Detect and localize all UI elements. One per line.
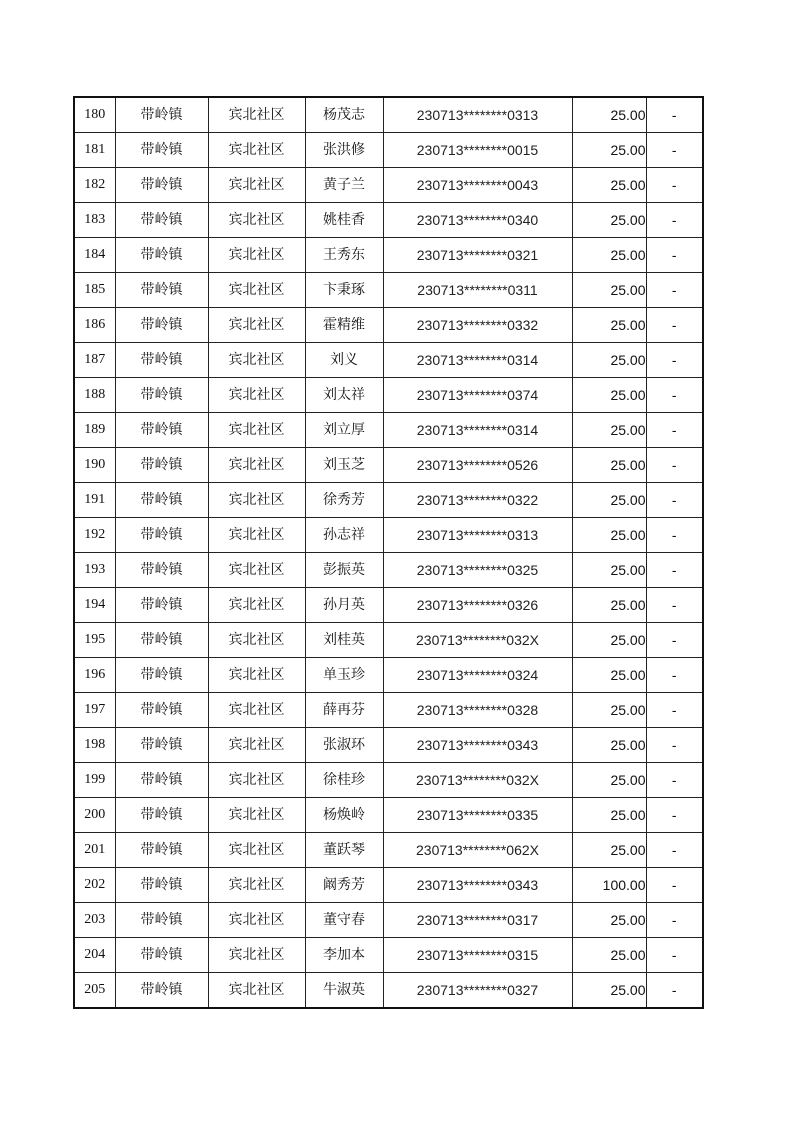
- town-cell: 带岭镇: [115, 903, 208, 938]
- table-row: [74, 518, 703, 553]
- town-cell: 带岭镇: [115, 833, 208, 868]
- amount-cell: 25.00: [572, 378, 646, 413]
- note-cell: -: [646, 588, 703, 623]
- row-number-cell: 185: [74, 273, 115, 308]
- row-number-cell: 195: [74, 623, 115, 658]
- town-cell: 带岭镇: [115, 133, 208, 168]
- id-number-cell: 230713********0325: [383, 553, 572, 588]
- community-cell: 宾北社区: [208, 938, 305, 973]
- community-cell: 宾北社区: [208, 763, 305, 798]
- amount-cell: 25.00: [572, 938, 646, 973]
- amount-cell: 25.00: [572, 693, 646, 728]
- community-cell: 宾北社区: [208, 553, 305, 588]
- name-cell: 卞秉琢: [305, 273, 383, 308]
- town-cell: 带岭镇: [115, 483, 208, 518]
- community-cell: 宾北社区: [208, 168, 305, 203]
- community-cell: 宾北社区: [208, 483, 305, 518]
- name-cell: 王秀东: [305, 238, 383, 273]
- community-cell: 宾北社区: [208, 448, 305, 483]
- community-cell: 宾北社区: [208, 728, 305, 763]
- row-number-cell: 183: [74, 203, 115, 238]
- town-cell: 带岭镇: [115, 168, 208, 203]
- amount-cell: 25.00: [572, 238, 646, 273]
- community-cell: 宾北社区: [208, 833, 305, 868]
- id-number-cell: 230713********0015: [383, 133, 572, 168]
- note-cell: -: [646, 308, 703, 343]
- town-cell: 带岭镇: [115, 378, 208, 413]
- amount-cell: 25.00: [572, 448, 646, 483]
- community-cell: 宾北社区: [208, 903, 305, 938]
- town-cell: 带岭镇: [115, 588, 208, 623]
- id-number-cell: 230713********0322: [383, 483, 572, 518]
- amount-cell: 25.00: [572, 308, 646, 343]
- town-cell: 带岭镇: [115, 343, 208, 378]
- town-cell: 带岭镇: [115, 623, 208, 658]
- id-number-cell: 230713********0317: [383, 903, 572, 938]
- row-number-cell: 202: [74, 868, 115, 903]
- name-cell: 张淑环: [305, 728, 383, 763]
- note-cell: -: [646, 203, 703, 238]
- name-cell: 杨焕岭: [305, 798, 383, 833]
- amount-cell: 25.00: [572, 168, 646, 203]
- id-number-cell: 230713********0343: [383, 728, 572, 763]
- table-row: [74, 308, 703, 343]
- row-number-cell: 193: [74, 553, 115, 588]
- note-cell: -: [646, 413, 703, 448]
- town-cell: 带岭镇: [115, 518, 208, 553]
- table-row: [74, 168, 703, 203]
- id-number-cell: 230713********0332: [383, 308, 572, 343]
- row-number-cell: 180: [74, 97, 115, 133]
- row-number-cell: 205: [74, 973, 115, 1009]
- table-row: [74, 413, 703, 448]
- amount-cell: 25.00: [572, 588, 646, 623]
- id-number-cell: 230713********0335: [383, 798, 572, 833]
- table-row: [74, 203, 703, 238]
- row-number-cell: 196: [74, 658, 115, 693]
- community-cell: 宾北社区: [208, 133, 305, 168]
- town-cell: 带岭镇: [115, 203, 208, 238]
- name-cell: 孙志祥: [305, 518, 383, 553]
- amount-cell: 25.00: [572, 623, 646, 658]
- table-row: [74, 798, 703, 833]
- community-cell: 宾北社区: [208, 588, 305, 623]
- note-cell: -: [646, 168, 703, 203]
- community-cell: 宾北社区: [208, 308, 305, 343]
- table-row: [74, 343, 703, 378]
- name-cell: 李加本: [305, 938, 383, 973]
- amount-cell: 25.00: [572, 97, 646, 133]
- id-number-cell: 230713********0315: [383, 938, 572, 973]
- table-row: [74, 973, 703, 1009]
- id-number-cell: 230713********062X: [383, 833, 572, 868]
- id-number-cell: 230713********0313: [383, 97, 572, 133]
- row-number-cell: 192: [74, 518, 115, 553]
- name-cell: 刘玉芝: [305, 448, 383, 483]
- amount-cell: 25.00: [572, 133, 646, 168]
- table-row: [74, 97, 703, 133]
- table-row: [74, 273, 703, 308]
- table-row: [74, 483, 703, 518]
- row-number-cell: 201: [74, 833, 115, 868]
- community-cell: 宾北社区: [208, 238, 305, 273]
- row-number-cell: 182: [74, 168, 115, 203]
- community-cell: 宾北社区: [208, 343, 305, 378]
- name-cell: 刘义: [305, 343, 383, 378]
- note-cell: -: [646, 623, 703, 658]
- town-cell: 带岭镇: [115, 238, 208, 273]
- town-cell: 带岭镇: [115, 868, 208, 903]
- amount-cell: 25.00: [572, 343, 646, 378]
- id-number-cell: 230713********032X: [383, 763, 572, 798]
- table-row: [74, 763, 703, 798]
- id-number-cell: 230713********032X: [383, 623, 572, 658]
- community-cell: 宾北社区: [208, 868, 305, 903]
- name-cell: 徐秀芳: [305, 483, 383, 518]
- note-cell: -: [646, 97, 703, 133]
- id-number-cell: 230713********0326: [383, 588, 572, 623]
- row-number-cell: 184: [74, 238, 115, 273]
- community-cell: 宾北社区: [208, 658, 305, 693]
- community-cell: 宾北社区: [208, 798, 305, 833]
- note-cell: -: [646, 448, 703, 483]
- town-cell: 带岭镇: [115, 693, 208, 728]
- town-cell: 带岭镇: [115, 658, 208, 693]
- table-row: [74, 378, 703, 413]
- row-number-cell: 189: [74, 413, 115, 448]
- note-cell: -: [646, 938, 703, 973]
- amount-cell: 25.00: [572, 203, 646, 238]
- row-number-cell: 198: [74, 728, 115, 763]
- table-row: [74, 693, 703, 728]
- note-cell: -: [646, 763, 703, 798]
- table-row: [74, 938, 703, 973]
- community-cell: 宾北社区: [208, 413, 305, 448]
- name-cell: 阚秀芳: [305, 868, 383, 903]
- name-cell: 刘桂英: [305, 623, 383, 658]
- town-cell: 带岭镇: [115, 973, 208, 1009]
- town-cell: 带岭镇: [115, 97, 208, 133]
- amount-cell: 25.00: [572, 763, 646, 798]
- note-cell: -: [646, 903, 703, 938]
- table-row: [74, 728, 703, 763]
- community-cell: 宾北社区: [208, 623, 305, 658]
- name-cell: 徐桂珍: [305, 763, 383, 798]
- row-number-cell: 197: [74, 693, 115, 728]
- id-number-cell: 230713********0343: [383, 868, 572, 903]
- community-cell: 宾北社区: [208, 973, 305, 1009]
- name-cell: 杨茂志: [305, 97, 383, 133]
- name-cell: 张洪修: [305, 133, 383, 168]
- town-cell: 带岭镇: [115, 938, 208, 973]
- id-number-cell: 230713********0327: [383, 973, 572, 1009]
- table-body: [74, 97, 703, 1008]
- row-number-cell: 199: [74, 763, 115, 798]
- amount-cell: 25.00: [572, 483, 646, 518]
- town-cell: 带岭镇: [115, 273, 208, 308]
- amount-cell: 25.00: [572, 973, 646, 1009]
- row-number-cell: 191: [74, 483, 115, 518]
- town-cell: 带岭镇: [115, 413, 208, 448]
- table-row: [74, 238, 703, 273]
- table-row: [74, 448, 703, 483]
- community-cell: 宾北社区: [208, 518, 305, 553]
- town-cell: 带岭镇: [115, 728, 208, 763]
- note-cell: -: [646, 378, 703, 413]
- id-number-cell: 230713********0340: [383, 203, 572, 238]
- note-cell: -: [646, 728, 703, 763]
- row-number-cell: 190: [74, 448, 115, 483]
- town-cell: 带岭镇: [115, 448, 208, 483]
- note-cell: -: [646, 273, 703, 308]
- table-row: [74, 833, 703, 868]
- row-number-cell: 200: [74, 798, 115, 833]
- name-cell: 单玉珍: [305, 658, 383, 693]
- row-number-cell: 181: [74, 133, 115, 168]
- id-number-cell: 230713********0311: [383, 273, 572, 308]
- amount-cell: 25.00: [572, 798, 646, 833]
- note-cell: -: [646, 518, 703, 553]
- town-cell: 带岭镇: [115, 553, 208, 588]
- note-cell: -: [646, 553, 703, 588]
- name-cell: 姚桂香: [305, 203, 383, 238]
- community-cell: 宾北社区: [208, 97, 305, 133]
- town-cell: 带岭镇: [115, 763, 208, 798]
- amount-cell: 100.00: [572, 868, 646, 903]
- row-number-cell: 194: [74, 588, 115, 623]
- row-number-cell: 186: [74, 308, 115, 343]
- note-cell: -: [646, 483, 703, 518]
- name-cell: 孙月英: [305, 588, 383, 623]
- community-cell: 宾北社区: [208, 378, 305, 413]
- note-cell: -: [646, 868, 703, 903]
- table-row: [74, 553, 703, 588]
- note-cell: -: [646, 973, 703, 1009]
- name-cell: 刘立厚: [305, 413, 383, 448]
- id-number-cell: 230713********0328: [383, 693, 572, 728]
- note-cell: -: [646, 238, 703, 273]
- subsidy-table: [73, 96, 704, 1009]
- note-cell: -: [646, 658, 703, 693]
- amount-cell: 25.00: [572, 553, 646, 588]
- id-number-cell: 230713********0313: [383, 518, 572, 553]
- row-number-cell: 203: [74, 903, 115, 938]
- amount-cell: 25.00: [572, 903, 646, 938]
- name-cell: 黄子兰: [305, 168, 383, 203]
- town-cell: 带岭镇: [115, 798, 208, 833]
- id-number-cell: 230713********0526: [383, 448, 572, 483]
- row-number-cell: 188: [74, 378, 115, 413]
- table-row: [74, 588, 703, 623]
- town-cell: 带岭镇: [115, 308, 208, 343]
- id-number-cell: 230713********0314: [383, 413, 572, 448]
- amount-cell: 25.00: [572, 518, 646, 553]
- community-cell: 宾北社区: [208, 693, 305, 728]
- row-number-cell: 187: [74, 343, 115, 378]
- table-row: [74, 868, 703, 903]
- community-cell: 宾北社区: [208, 273, 305, 308]
- table-row: [74, 658, 703, 693]
- note-cell: -: [646, 133, 703, 168]
- note-cell: -: [646, 798, 703, 833]
- amount-cell: 25.00: [572, 273, 646, 308]
- note-cell: -: [646, 343, 703, 378]
- table-row: [74, 903, 703, 938]
- amount-cell: 25.00: [572, 833, 646, 868]
- name-cell: 董守春: [305, 903, 383, 938]
- table-row: [74, 133, 703, 168]
- amount-cell: 25.00: [572, 658, 646, 693]
- id-number-cell: 230713********0321: [383, 238, 572, 273]
- name-cell: 霍精维: [305, 308, 383, 343]
- name-cell: 刘太祥: [305, 378, 383, 413]
- name-cell: 薛再芬: [305, 693, 383, 728]
- note-cell: -: [646, 833, 703, 868]
- name-cell: 牛淑英: [305, 973, 383, 1009]
- row-number-cell: 204: [74, 938, 115, 973]
- community-cell: 宾北社区: [208, 203, 305, 238]
- id-number-cell: 230713********0314: [383, 343, 572, 378]
- name-cell: 董跃琴: [305, 833, 383, 868]
- note-cell: -: [646, 693, 703, 728]
- id-number-cell: 230713********0324: [383, 658, 572, 693]
- table-row: [74, 623, 703, 658]
- id-number-cell: 230713********0374: [383, 378, 572, 413]
- amount-cell: 25.00: [572, 413, 646, 448]
- id-number-cell: 230713********0043: [383, 168, 572, 203]
- name-cell: 彭振英: [305, 553, 383, 588]
- amount-cell: 25.00: [572, 728, 646, 763]
